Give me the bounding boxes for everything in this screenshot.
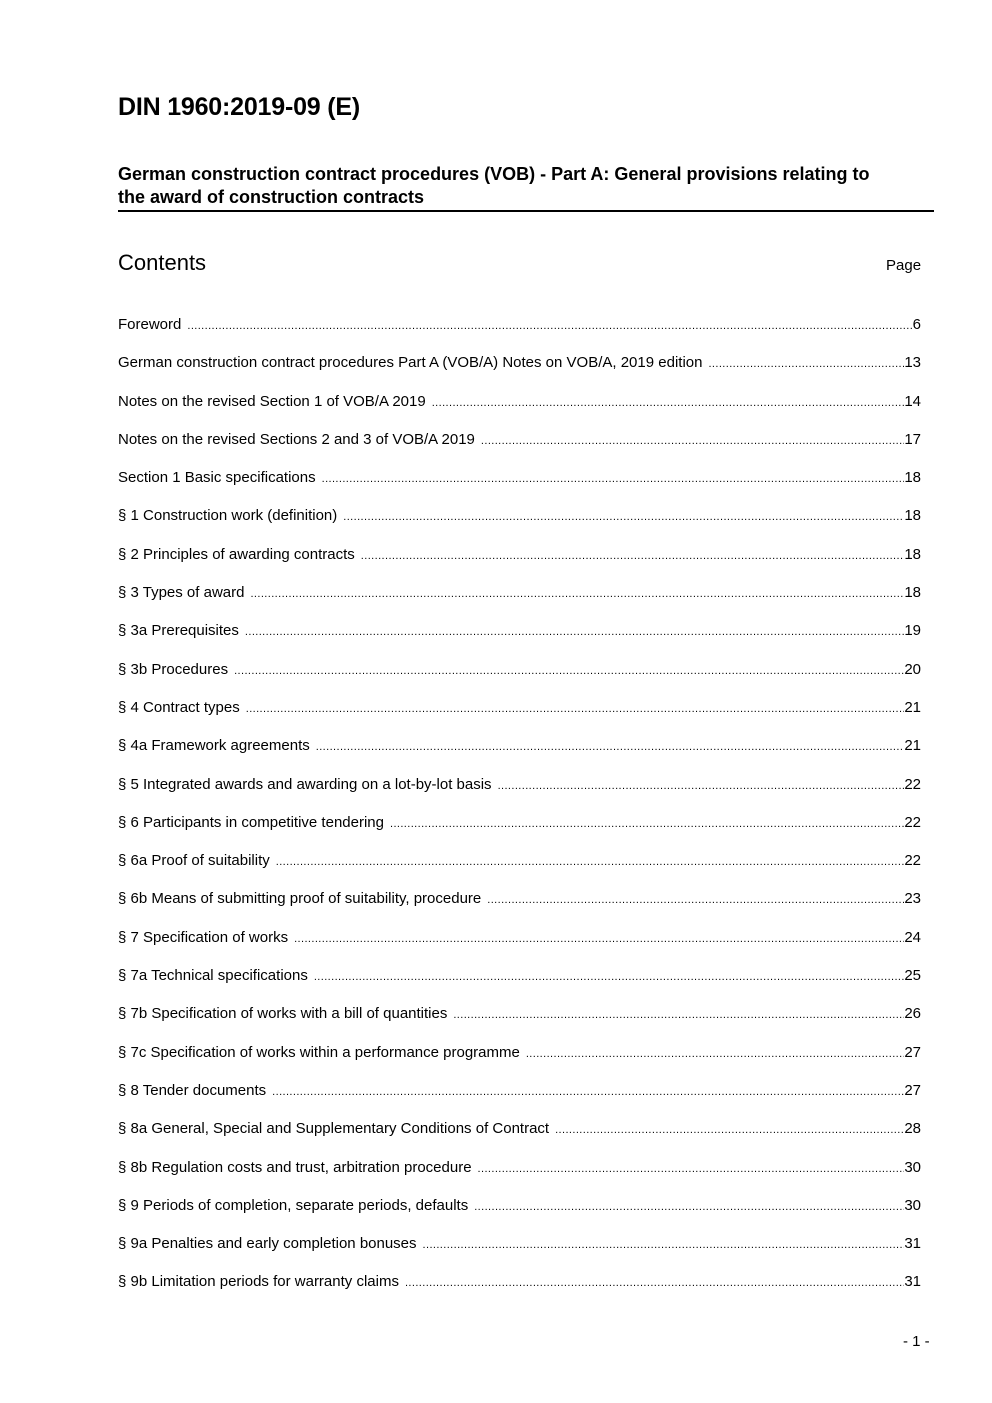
toc-entry-label: § 6 Participants in competitive tendering bbox=[118, 813, 384, 831]
toc-entry-label: Foreword bbox=[118, 316, 182, 333]
toc-entry[interactable] bbox=[118, 503, 921, 541]
toc-entry-page: 21 bbox=[904, 737, 921, 755]
toc-entry-label: Section 1 Basic specifications bbox=[118, 469, 316, 487]
toc-entry-page: 6 bbox=[912, 316, 921, 333]
toc-dot-leader bbox=[487, 887, 904, 913]
toc-entry-page: 24 bbox=[904, 928, 921, 946]
toc-dot-leader bbox=[432, 390, 905, 416]
toc-entry-page: 18 bbox=[904, 584, 921, 602]
toc-dot-leader bbox=[322, 466, 905, 492]
toc-dot-leader bbox=[390, 811, 904, 837]
toc-entry[interactable] bbox=[118, 733, 921, 771]
toc-entry[interactable] bbox=[118, 657, 921, 695]
toc-entry-page: 28 bbox=[904, 1120, 921, 1138]
toc-entry[interactable] bbox=[118, 427, 921, 465]
toc-dot-leader bbox=[314, 964, 904, 990]
toc-entry-label: § 9 Periods of completion, separate periods, defaults bbox=[118, 1196, 469, 1214]
toc-entry-label: § 3 Types of award bbox=[118, 584, 245, 602]
toc-dot-leader bbox=[276, 849, 905, 875]
toc-entry[interactable] bbox=[118, 1001, 921, 1039]
toc-entry-page: 27 bbox=[904, 1081, 921, 1099]
toc-dot-leader bbox=[187, 313, 912, 339]
toc-entry-label: Notes on the revised Sections 2 and 3 of VOB/A 2019 bbox=[118, 430, 475, 448]
toc-entry-page: 14 bbox=[904, 392, 921, 410]
toc-entry-label: § 8a General, Special and Supplementary Conditions of Contract bbox=[118, 1120, 550, 1138]
toc-dot-leader bbox=[405, 1270, 904, 1296]
toc-entry[interactable] bbox=[118, 350, 921, 388]
title-divider bbox=[118, 210, 934, 212]
contents-heading: Contents bbox=[118, 250, 207, 275]
toc-entry-page: 25 bbox=[904, 967, 921, 985]
toc-entry-label: § 8 Tender documents bbox=[118, 1081, 267, 1099]
toc-dot-leader bbox=[246, 696, 905, 722]
toc-entry-page: 17 bbox=[904, 430, 921, 448]
toc-entry-label: § 6a Proof of suitability bbox=[118, 852, 270, 870]
toc-entry-label: § 6b Means of submitting proof of suitability, procedure bbox=[118, 890, 482, 908]
toc-entry-page: 18 bbox=[904, 507, 921, 525]
toc-entry-page: 31 bbox=[904, 1273, 921, 1291]
toc-entry[interactable] bbox=[118, 848, 921, 886]
toc-entry[interactable] bbox=[118, 886, 921, 924]
toc-entry[interactable] bbox=[118, 1040, 921, 1078]
toc-entry-page: 22 bbox=[904, 852, 921, 870]
toc-entry-label: § 7 Specification of works bbox=[118, 928, 289, 946]
toc-entry-label: § 4 Contract types bbox=[118, 698, 240, 716]
toc-entry[interactable] bbox=[118, 1078, 921, 1116]
toc-entry-page: 21 bbox=[904, 698, 921, 716]
toc-entry-page: 22 bbox=[904, 813, 921, 831]
toc-entry-page: 19 bbox=[904, 622, 921, 640]
toc-entry-page: 20 bbox=[904, 660, 921, 678]
toc-dot-leader bbox=[481, 428, 904, 454]
toc-entry-label: Notes on the revised Section 1 of VOB/A 2019 bbox=[118, 392, 426, 410]
toc-dot-leader bbox=[526, 1041, 904, 1067]
toc-entry-page: 26 bbox=[904, 1005, 921, 1023]
toc-entry-page: 27 bbox=[904, 1043, 921, 1061]
toc-entry-page: 22 bbox=[904, 775, 921, 793]
toc-entry-page: 30 bbox=[904, 1196, 921, 1214]
toc-dot-leader bbox=[316, 734, 905, 760]
toc-entry-label: § 9a Penalties and early completion bonuses bbox=[118, 1235, 417, 1253]
toc-dot-leader bbox=[234, 658, 904, 684]
toc-entry[interactable] bbox=[118, 1231, 921, 1269]
toc-entry-label: § 5 Integrated awards and awarding on a lot-by-lot basis bbox=[118, 775, 492, 793]
toc-entry-page: 18 bbox=[904, 469, 921, 487]
toc-dot-leader bbox=[343, 504, 904, 530]
toc-dot-leader bbox=[294, 926, 904, 952]
toc-entry-label: § 9b Limitation periods for warranty claims bbox=[118, 1273, 399, 1291]
toc-entry[interactable] bbox=[118, 695, 921, 733]
toc-entry[interactable] bbox=[118, 1116, 921, 1154]
toc-entry[interactable] bbox=[118, 963, 921, 1001]
document-id: DIN 1960:2019-09 (E) bbox=[118, 93, 360, 121]
toc-dot-leader bbox=[453, 1002, 904, 1028]
toc-dot-leader bbox=[245, 619, 904, 645]
toc-entry-label: § 1 Construction work (definition) bbox=[118, 507, 338, 525]
toc-entry[interactable] bbox=[118, 925, 921, 963]
toc-entry[interactable] bbox=[118, 1269, 921, 1307]
toc-entry-label: § 7c Specification of works within a performance programme bbox=[118, 1043, 520, 1061]
page-number: - 1 - bbox=[903, 1333, 930, 1350]
toc-entry-page: 23 bbox=[904, 890, 921, 908]
toc-entry-label: § 8b Regulation costs and trust, arbitration procedure bbox=[118, 1158, 472, 1176]
toc-entry[interactable] bbox=[118, 810, 921, 848]
toc-entry-page: 30 bbox=[904, 1158, 921, 1176]
toc-entry[interactable] bbox=[118, 542, 921, 580]
toc-entry[interactable] bbox=[118, 1193, 921, 1231]
table-of-contents bbox=[118, 312, 921, 1308]
toc-dot-leader bbox=[555, 1117, 904, 1143]
toc-entry-label: § 3a Prerequisites bbox=[118, 622, 239, 640]
toc-entry[interactable] bbox=[118, 389, 921, 427]
toc-entry[interactable] bbox=[118, 618, 921, 656]
toc-dot-leader bbox=[498, 773, 905, 799]
toc-dot-leader bbox=[474, 1194, 904, 1220]
toc-entry[interactable] bbox=[118, 580, 921, 618]
toc-dot-leader bbox=[361, 543, 905, 569]
toc-entry-label: § 7a Technical specifications bbox=[118, 967, 308, 985]
document-title: German construction contract procedures (VOB) - Part A: General provisions relating to the award of construction contracts bbox=[118, 164, 870, 207]
toc-entry[interactable] bbox=[118, 772, 921, 810]
toc-dot-leader bbox=[708, 351, 904, 377]
toc-entry[interactable] bbox=[118, 312, 921, 350]
toc-entry-label: § 3b Procedures bbox=[118, 660, 229, 678]
toc-entry-label: § 7b Specification of works with a bill of quantities bbox=[118, 1005, 448, 1023]
toc-entry-page: 18 bbox=[904, 545, 921, 563]
toc-dot-leader bbox=[478, 1156, 905, 1182]
toc-dot-leader bbox=[272, 1079, 904, 1105]
toc-entry[interactable] bbox=[118, 465, 921, 503]
toc-dot-leader bbox=[250, 581, 904, 607]
toc-entry[interactable] bbox=[118, 1155, 921, 1193]
toc-entry-label: § 4a Framework agreements bbox=[118, 737, 310, 755]
toc-entry-page: 13 bbox=[904, 354, 921, 372]
toc-entry-page: 31 bbox=[904, 1235, 921, 1253]
toc-entry-label: § 2 Principles of awarding contracts bbox=[118, 545, 355, 563]
toc-dot-leader bbox=[423, 1232, 905, 1258]
toc-entry-label: German construction contract procedures Part A (VOB/A) Notes on VOB/A, 2019 edition bbox=[118, 354, 703, 372]
page-column-label: Page bbox=[886, 257, 922, 274]
